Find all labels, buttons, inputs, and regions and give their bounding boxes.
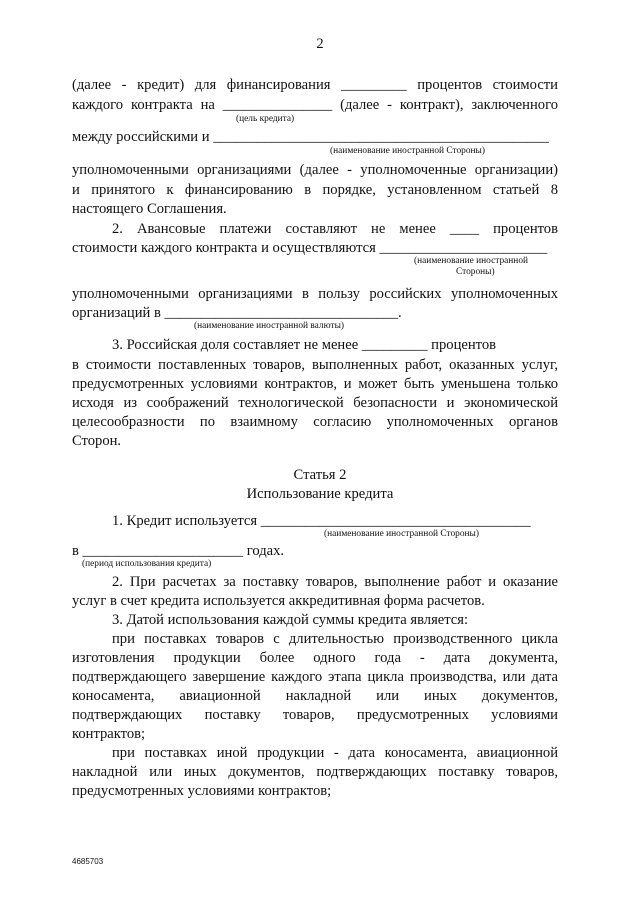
paragraph-line: и принятого к финансированию в порядке, установленном статьей 8 xyxy=(72,182,558,198)
field-caption: (цель кредита) xyxy=(236,114,295,124)
paragraph-line: услуг в счет кредита используется аккредитивная форма расчетов. xyxy=(72,593,485,609)
paragraph-line: стоимости каждого контракта и осуществляются _______________________ xyxy=(72,240,548,256)
paragraph-line: уполномоченными организациями в пользу российских уполномоченных xyxy=(72,286,558,302)
article-subtitle: Использование кредита xyxy=(246,486,394,502)
article-title: Статья 2 xyxy=(293,467,347,483)
field-caption: (наименование иностранной Стороны) xyxy=(330,146,485,156)
paragraph-line: изготовления продукции более одного года - дата документа, xyxy=(72,650,558,666)
paragraph-line: в стоимости поставленных товаров, выполненных работ, оказанных услуг, xyxy=(72,357,558,373)
field-caption: (наименование иностранной валюты) xyxy=(194,321,345,331)
paragraph-line: при поставках товаров с длительностью производственного цикла xyxy=(112,631,558,647)
paragraph-line: организаций в ________________________________. xyxy=(72,305,402,321)
paragraph-line: накладной или иных документов, подтверждающих поставку товаров, xyxy=(72,764,558,780)
paragraph-line: подтверждающего завершение каждого этапа цикла производства, или дата xyxy=(72,669,558,685)
page-number: 2 xyxy=(316,36,324,52)
paragraph-line: коносамента, авиационной накладной или иных документов, xyxy=(72,688,558,704)
paragraph-line: уполномоченными организациями (далее - уполномоченные организации) xyxy=(72,162,558,178)
paragraph-line: в ______________________ годах. xyxy=(72,543,285,559)
field-caption: (период использования кредита) xyxy=(82,559,212,569)
paragraph-line: предусмотренных условиями контрактов; xyxy=(72,783,332,799)
field-caption: Стороны) xyxy=(456,267,495,277)
paragraph-line: 3. Датой использования каждой суммы кредита является: xyxy=(112,612,469,628)
paragraph-line: целесообразности по взаимному согласию уполномоченных органов xyxy=(72,414,558,430)
paragraph-line: Сторон. xyxy=(72,433,122,449)
paragraph-line: контрактов; xyxy=(72,726,146,742)
field-caption: (наименование иностранной Стороны) xyxy=(324,529,479,539)
paragraph-line: 1. Кредит используется _____________________________________ xyxy=(112,513,531,529)
paragraph-line: подтверждающих поставку товаров, предусмотренных условиями xyxy=(72,707,558,723)
paragraph-line: предусмотренных условиями контрактов, и может быть уменьшена только xyxy=(72,376,558,392)
paragraph-line: настоящего Соглашения. xyxy=(72,201,227,217)
paragraph-line: при поставках иной продукции - дата коносамента, авиационной xyxy=(112,745,558,761)
paragraph-line: (далее - кредит) для финансирования _________ процентов стоимости xyxy=(72,77,558,93)
document-code: 4685703 xyxy=(72,857,104,866)
paragraph-line: 3. Российская доля составляет не менее _________ процентов xyxy=(112,337,497,353)
paragraph-line: 2. При расчетах за поставку товаров, выполнение работ и оказание xyxy=(112,574,558,590)
paragraph-line: 2. Авансовые платежи составляют не менее ____ процентов xyxy=(112,221,558,237)
paragraph-line: между российскими и ______________________________________________ xyxy=(72,129,549,145)
paragraph-line: исходя из соображений технологической безопасности и экономической xyxy=(72,395,558,411)
paragraph-line: каждого контракта на _______________ (далее - контракт), заключенного xyxy=(72,97,558,113)
field-caption: (наименование иностранной xyxy=(414,256,529,266)
